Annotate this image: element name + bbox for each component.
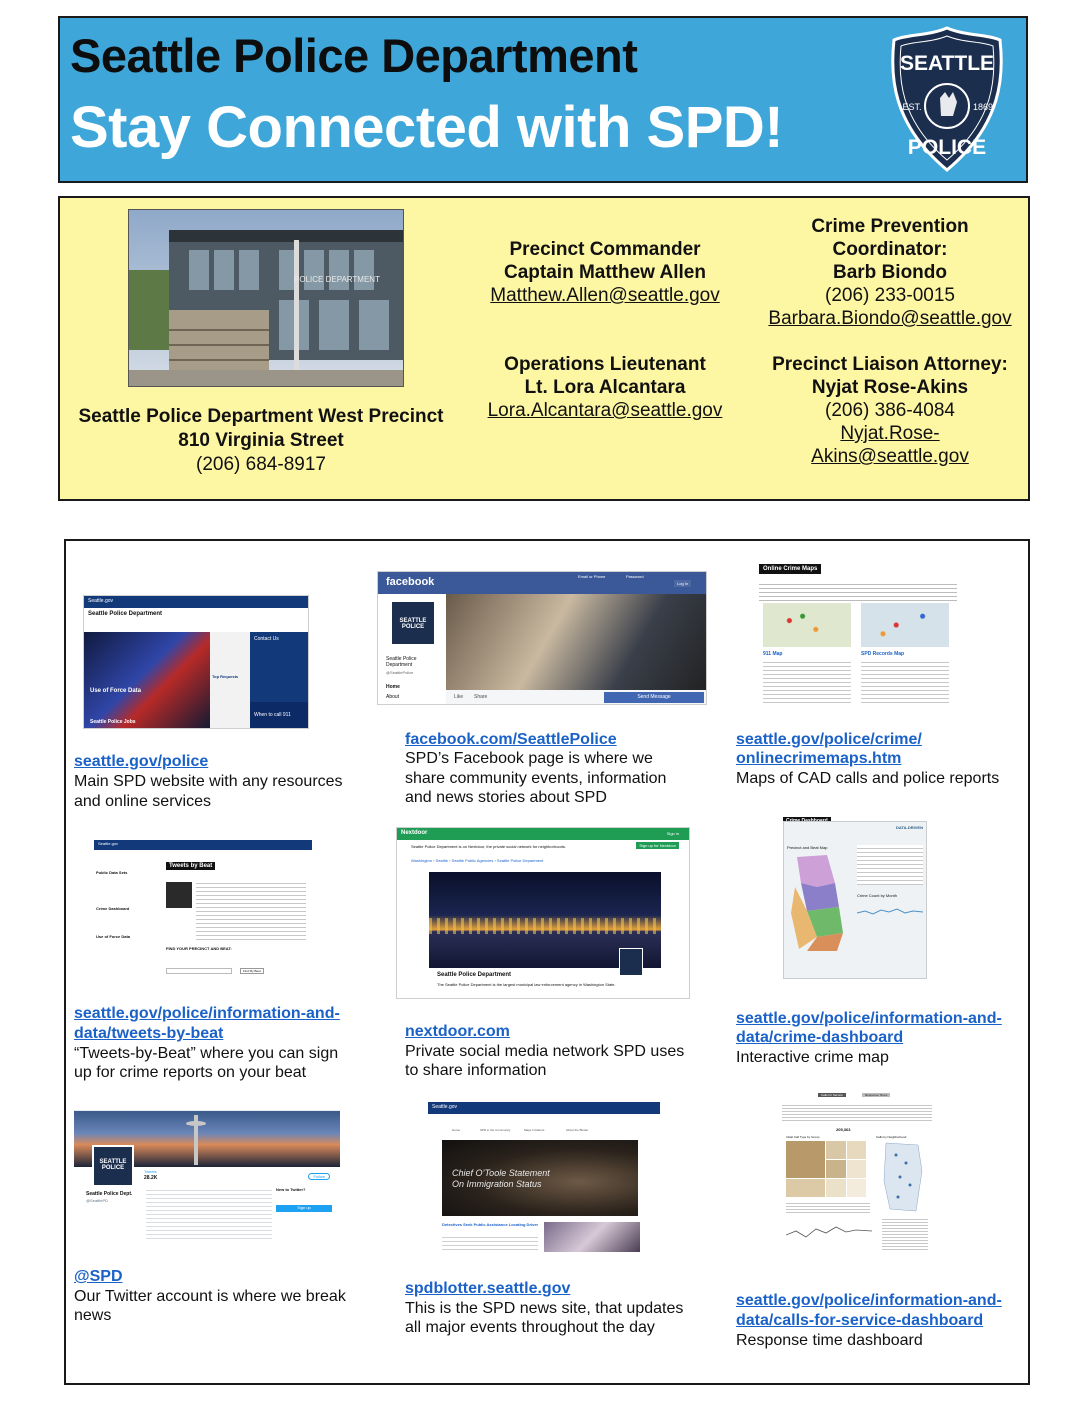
badge-year-text: 1869 <box>972 102 994 112</box>
precinct-name: Seattle Police Department West Precinct <box>78 406 444 427</box>
thumb-heading: Seattle Police Department <box>88 611 163 617</box>
thumb-nav-4: About the Blotter <box>566 1128 589 1132</box>
calls-for-service-desc-1: Response time dashboard <box>736 1332 923 1349</box>
thumb-right-label: Calls by Neighborhood <box>876 1135 907 1139</box>
calls-for-service-link-line1[interactable]: seattle.gov/police/information-and- <box>736 1292 1002 1309</box>
nextdoor-link[interactable]: nextdoor.com <box>405 1023 510 1040</box>
thumb-login-button: Log In <box>674 580 691 587</box>
tweets-by-beat-thumbnail <box>94 840 312 980</box>
precinct-photo <box>128 209 404 387</box>
thumb-brand: Nextdoor <box>397 828 689 840</box>
photo-sign-text: POLICE DEPARTMENT <box>294 275 380 284</box>
facebook-desc-1: SPD’s Facebook page is where we <box>405 750 653 767</box>
thumb-find: FIND YOUR PRECINCT AND BEAT: <box>166 946 232 951</box>
operations-name: Lt. Lora Alcantara <box>524 377 686 398</box>
calls-for-service-thumbnail <box>782 1093 932 1263</box>
spd-blotter-desc-1: This is the SPD news site, that updates <box>405 1300 684 1317</box>
spd-blotter-thumbnail <box>428 1102 660 1256</box>
crime-dashboard-thumbnail <box>783 809 927 979</box>
thumb-map-label: Precinct and Beat Map <box>787 845 828 850</box>
facebook-link[interactable]: facebook.com/SeattlePolice <box>405 731 617 748</box>
thumb-tweets-tab: Tweets <box>144 1169 157 1174</box>
spd-blotter-desc-2: all major events throughout the day <box>405 1319 655 1336</box>
seattle-gov-police-desc-2: and online services <box>74 793 211 810</box>
thumb-page-name: Seattle Police Department <box>386 656 417 668</box>
thumb-password-label: Password <box>626 574 644 579</box>
thumb-brand: DATA-DRIVEN <box>896 825 923 830</box>
thumb-send-button: Send Message <box>604 692 704 703</box>
facebook-desc-3: and news stories about SPD <box>405 789 607 806</box>
operations-email-link[interactable]: Lora.Alcantara@seattle.gov <box>487 400 723 421</box>
crime-maps-link-line2[interactable]: onlinecrimemaps.htm <box>736 750 902 767</box>
thumb-new: New to Twitter? <box>276 1187 306 1192</box>
nextdoor-desc-2: to share information <box>405 1062 547 1079</box>
thumb-side-3: Use of Force Data <box>96 934 131 939</box>
thumb-caption-2: Seattle Police Jobs <box>90 719 136 725</box>
commander-email-link[interactable]: Matthew.Allen@seattle.gov <box>490 285 720 306</box>
thumb-caption-1: Use of Force Data <box>90 688 142 694</box>
thumb-title: Tweets by Beat <box>166 862 215 870</box>
seattle-police-badge-icon <box>888 26 1006 172</box>
thumb-nav-3: Major Incidents <box>524 1128 545 1132</box>
header-banner <box>58 16 1028 183</box>
thumb-left-label: Initial Call Type by Group <box>786 1135 820 1139</box>
prevention-phone: (206) 233-0015 <box>825 285 955 306</box>
badge-top-text: SEATTLE <box>899 52 995 75</box>
crime-dashboard-desc-1: Interactive crime map <box>736 1049 889 1066</box>
thumb-nav-2: SPD in the Community <box>480 1128 511 1132</box>
thumb-share: Share <box>474 694 488 700</box>
operations-role: Operations Lieutenant <box>504 354 706 375</box>
thumb-nav-home: Home <box>386 684 400 690</box>
twitter-desc-2: news <box>74 1307 112 1324</box>
thumb-nav-1: Home <box>452 1128 461 1132</box>
thumb-tagline: Seattle Police Department is on Nextdoor, the private social network for neighborhoods. <box>411 844 566 849</box>
thumb-right-label: SPD Records Map <box>861 651 905 657</box>
thumb-like: Like <box>454 694 464 700</box>
precinct-phone: (206) 684-8917 <box>196 454 326 475</box>
thumb-headline-1: Chief O’Toole Statement <box>452 1168 550 1178</box>
page-subtitle: Stay Connected with SPD! <box>70 95 784 160</box>
badge-bottom-text: POLICE <box>907 136 987 159</box>
thumb-signin: Sign in <box>666 831 679 836</box>
thumb-caption-4: Top Requests <box>212 674 239 679</box>
prevention-email-link[interactable]: Barbara.Biondo@seattle.gov <box>768 308 1012 329</box>
thumb-left-label: 911 Map <box>763 651 783 657</box>
nextdoor-thumbnail <box>396 827 690 999</box>
commander-role: Precinct Commander <box>509 239 701 260</box>
thumb-handle: @SeattlePolice <box>386 670 414 675</box>
thumb-title: Online Crime Maps <box>759 564 821 574</box>
thumb-site-bar: Seattle.gov <box>84 596 308 608</box>
thumb-tab-2: Response Times <box>862 1093 890 1097</box>
precinct-address: 810 Virginia Street <box>178 430 344 451</box>
prevention-contact <box>750 215 1030 330</box>
spd-blotter-link[interactable]: spdblotter.seattle.gov <box>405 1280 571 1297</box>
attorney-name: Nyjat Rose-Akins <box>811 377 969 398</box>
prevention-role-line1: Crime Prevention <box>811 216 969 237</box>
thumb-nav-about: About <box>386 694 400 700</box>
thumb-side-1: Public Data Sets <box>96 870 128 875</box>
tweets-by-beat-desc-2: up for crime reports on your beat <box>74 1064 307 1081</box>
thumb-caption-3: When to call 911 <box>250 702 309 729</box>
police-website-thumbnail <box>83 595 309 729</box>
attorney-email-link-line1[interactable]: Nyjat.Rose- <box>840 423 940 444</box>
crime-dashboard-link-line2[interactable]: data/crime-dashboard <box>736 1029 904 1046</box>
thumb-signup: Sign up <box>276 1205 332 1212</box>
attorney-phone: (206) 386-4084 <box>825 400 955 421</box>
thumb-cta: Sign up for Nextdoor <box>636 842 679 849</box>
tweets-by-beat-link-line2[interactable]: data/tweets-by-beat <box>74 1025 224 1042</box>
facebook-desc-2: share community events, information <box>405 770 667 787</box>
prevention-role-line2: Coordinator: <box>832 239 948 260</box>
crime-maps-desc-1: Maps of CAD calls and police reports <box>736 770 1000 787</box>
tweets-by-beat-desc-1: “Tweets-by-Beat” where you can sign <box>74 1045 339 1062</box>
thumb-story: Detectives Seek Public Assistance Locating Driver <box>442 1222 539 1227</box>
thumb-email-label: Email or Phone <box>578 574 606 579</box>
thumb-panel: Contact Us <box>250 632 309 702</box>
precinct-address-block <box>60 405 462 477</box>
seattle-gov-police-desc-1: Main SPD website with any resources <box>74 773 343 790</box>
badge-est-text: EST. <box>902 102 922 112</box>
twitter-thumbnail: SEATTLE POLICE Tweets 28.2K Follow Seattle Police Dept. @SeattlePD New to Twitter? Sign up <box>74 1101 340 1243</box>
thumb-button: Find My Beat <box>240 968 264 974</box>
attorney-email-link-line2[interactable]: Akins@seattle.gov <box>811 446 969 467</box>
thumb-trend-label: Crime Count by Month <box>857 893 898 898</box>
thumb-stat: 205,363 <box>836 1127 851 1132</box>
crime-dashboard-link-line1[interactable]: seattle.gov/police/information-and- <box>736 1010 1002 1027</box>
tweets-by-beat-link-line1[interactable]: seattle.gov/police/information-and- <box>74 1005 340 1022</box>
attorney-role: Precinct Liaison Attorney: <box>772 354 1008 375</box>
thumb-crumb: Washington › Seattle › Seattle Public Agencies › Seattle Police Department <box>411 858 544 863</box>
facebook-thumbnail: facebook Email or Phone Password Log In SEATTLE POLICE Seattle Police Department @SeattlePolice Home About Like Share Send Message <box>377 571 707 705</box>
twitter-link[interactable]: @SPD <box>74 1268 123 1285</box>
attorney-contact <box>750 353 1030 468</box>
prevention-name: Barb Biondo <box>833 262 947 283</box>
thumb-name: Seattle Police Dept. <box>86 1191 133 1197</box>
thumb-follow: Follow <box>308 1173 330 1180</box>
thumb-site-bar: Seattle.gov <box>94 840 312 850</box>
crime-maps-link-line1[interactable]: seattle.gov/police/crime/ <box>736 731 922 748</box>
operations-contact <box>460 353 750 422</box>
twitter-desc-1: Our Twitter account is where we break <box>74 1288 346 1305</box>
page-title: Seattle Police Department <box>70 29 638 82</box>
crime-maps-thumbnail <box>759 557 957 707</box>
calls-for-service-link-line2[interactable]: data/calls-for-service-dashboard <box>736 1312 984 1329</box>
thumb-tab-1: Calls for Service <box>818 1093 846 1097</box>
thumb-about: The Seattle Police Department is the largest municipal law enforcement agency in Washington State. <box>437 982 616 987</box>
thumb-handle: @SeattlePD <box>86 1198 109 1203</box>
precinct-info-box <box>58 196 1030 501</box>
nextdoor-desc-1: Private social media network SPD uses <box>405 1043 685 1060</box>
commander-name: Captain Matthew Allen <box>504 262 706 283</box>
seattle-gov-police-link[interactable]: seattle.gov/police <box>74 753 209 770</box>
thumb-stat: 28.2K <box>144 1175 158 1181</box>
thumb-headline-2: On Immigration Status <box>452 1179 542 1189</box>
thumb-brand: facebook <box>378 572 706 594</box>
thumb-name: Seattle Police Department <box>437 972 512 978</box>
resources-box <box>64 539 1030 1385</box>
thumb-site-bar: Seattle.gov <box>428 1102 660 1114</box>
commander-contact <box>460 238 750 307</box>
thumb-side-2: Crime Dashboard <box>96 906 130 911</box>
